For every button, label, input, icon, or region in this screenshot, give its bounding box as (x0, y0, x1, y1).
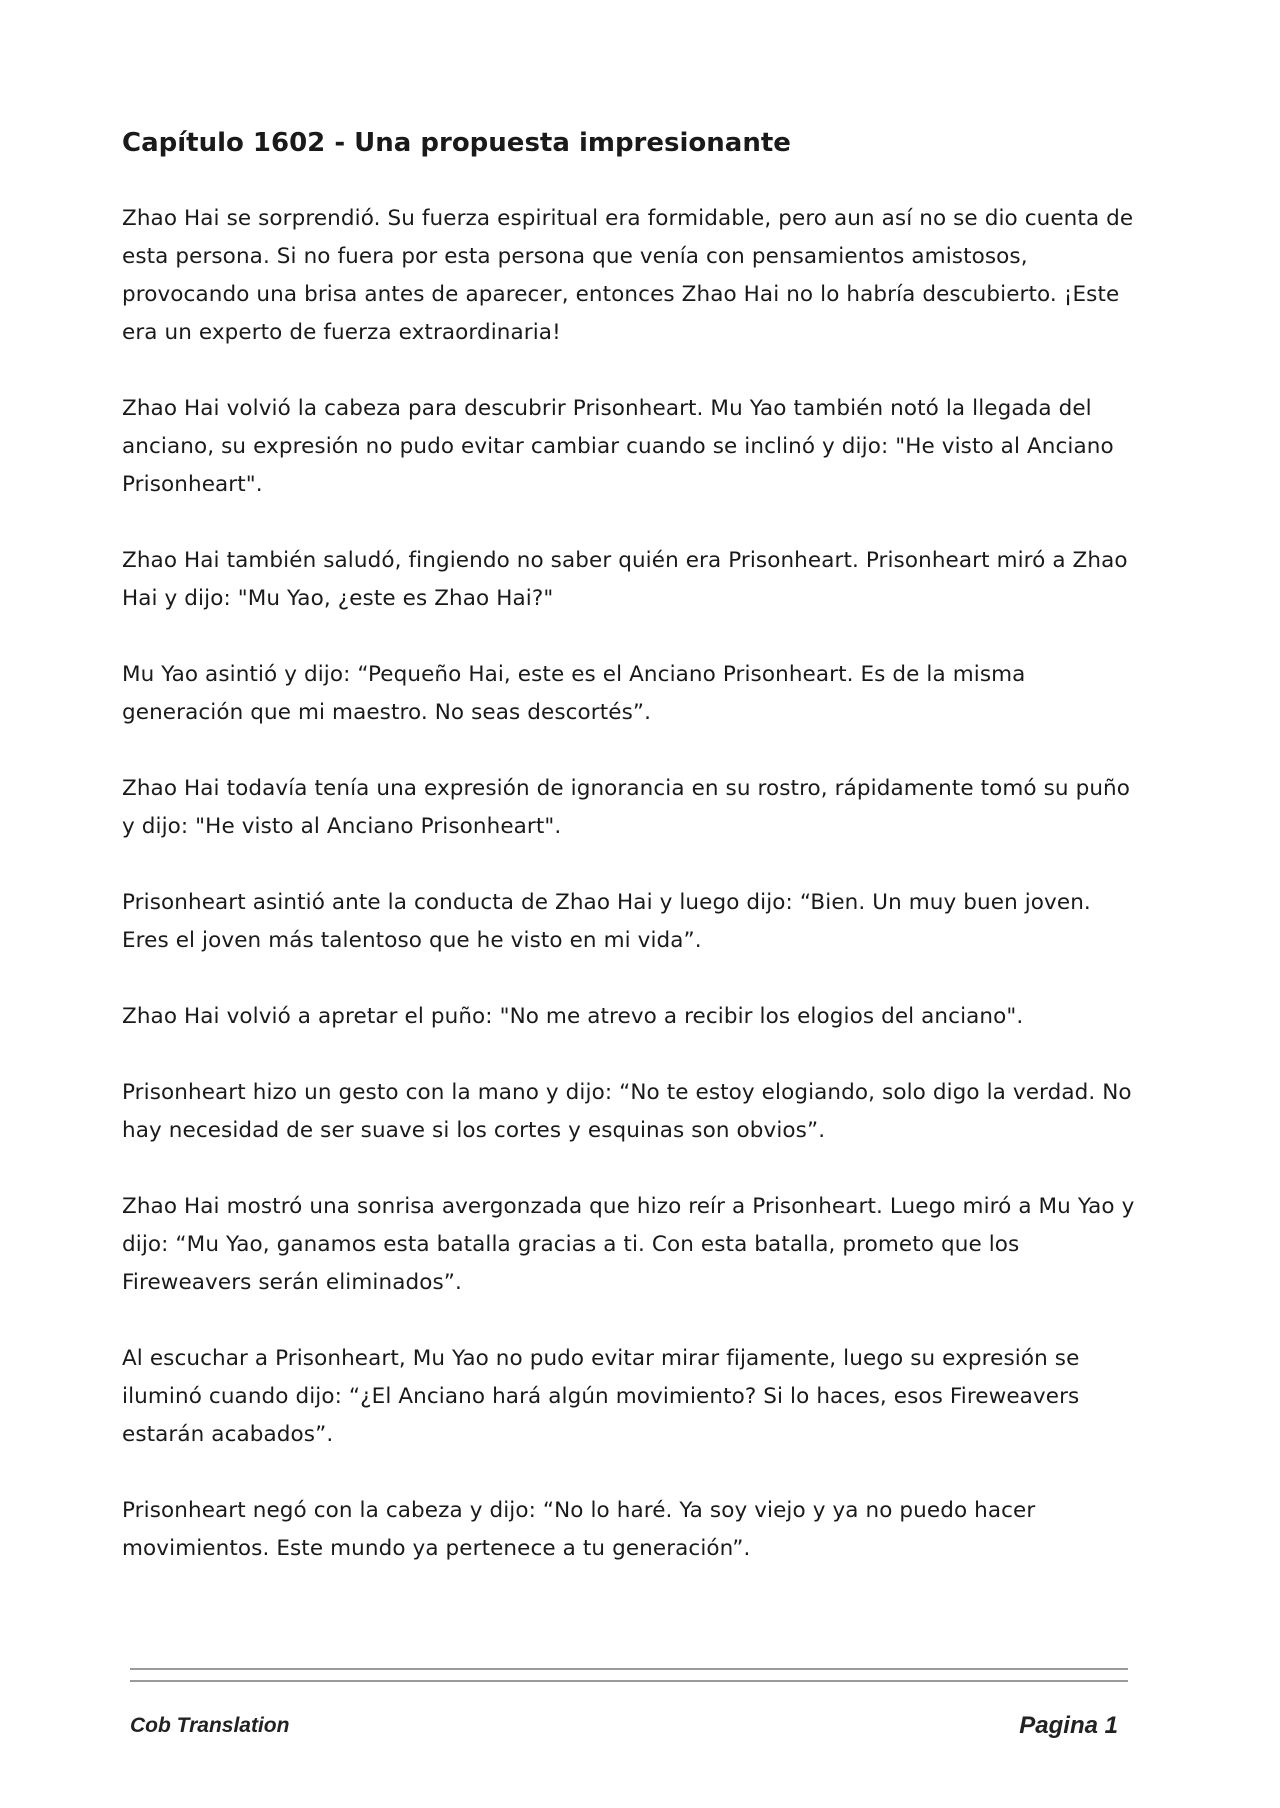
footer-page-number: Pagina 1 (1019, 1712, 1118, 1739)
paragraph: Mu Yao asintió y dijo: “Pequeño Hai, este es el Anciano Prisonheart. Es de la misma generación que mi maestro. No seas descortés”. (122, 662, 1026, 725)
paragraph: Zhao Hai mostró una sonrisa avergonzada que hizo reír a Prisonheart. Luego miró a Mu Yao y dijo: “Mu Yao, ganamos esta batalla gracias a ti. Con esta batalla, prometo que los Fireweavers serán eliminados”. (122, 1194, 1135, 1295)
paragraph: Zhao Hai volvió a apretar el puño: "No me atrevo a recibir los elogios del anciano". (122, 1004, 1024, 1029)
paragraph: Prisonheart hizo un gesto con la mano y dijo: “No te estoy elogiando, solo digo la verdad. No hay necesidad de ser suave si los cortes y esquinas son obvios”. (122, 1080, 1132, 1143)
paragraph: Zhao Hai también saludó, fingiendo no saber quién era Prisonheart. Prisonheart miró a Zhao Hai y dijo: "Mu Yao, ¿este es Zhao Hai?" (122, 548, 1128, 611)
paragraph: Prisonheart negó con la cabeza y dijo: “No lo haré. Ya soy viejo y ya no puedo hacer movimientos. Este mundo ya pertenece a tu generación”. (122, 1498, 1036, 1561)
chapter-body (122, 200, 1142, 1606)
paragraph: Al escuchar a Prisonheart, Mu Yao no pudo evitar mirar fijamente, luego su expresión se iluminó cuando dijo: “¿El Anciano hará algún movimiento? Si lo haces, esos Fireweavers estarán acabados”. (122, 1346, 1080, 1447)
paragraph: Zhao Hai volvió la cabeza para descubrir Prisonheart. Mu Yao también notó la llegada del anciano, su expresión no pudo evitar cambiar cuando se inclinó y dijo: "He visto al Anciano Prisonheart". (122, 396, 1114, 497)
paragraph: Zhao Hai se sorprendió. Su fuerza espiritual era formidable, pero aun así no se dio cuenta de esta persona. Si no fuera por esta persona que venía con pensamientos amistosos, provocando una brisa antes de aparecer, entonces Zhao Hai no lo habría descubierto. ¡Este era un experto de fuerza extraordinaria! (122, 206, 1134, 345)
paragraph: Prisonheart asintió ante la conducta de Zhao Hai y luego dijo: “Bien. Un muy buen joven. Eres el joven más talentoso que he visto en mi vida”. (122, 890, 1091, 953)
footer-divider (130, 1680, 1128, 1682)
chapter-title: Capítulo 1602 - Una propuesta impresionante (122, 128, 791, 158)
footer-translator: Cob Translation (130, 1714, 290, 1737)
footer-divider (130, 1668, 1128, 1670)
paragraph: Zhao Hai todavía tenía una expresión de ignorancia en su rostro, rápidamente tomó su puño y dijo: "He visto al Anciano Prisonheart". (122, 776, 1131, 839)
